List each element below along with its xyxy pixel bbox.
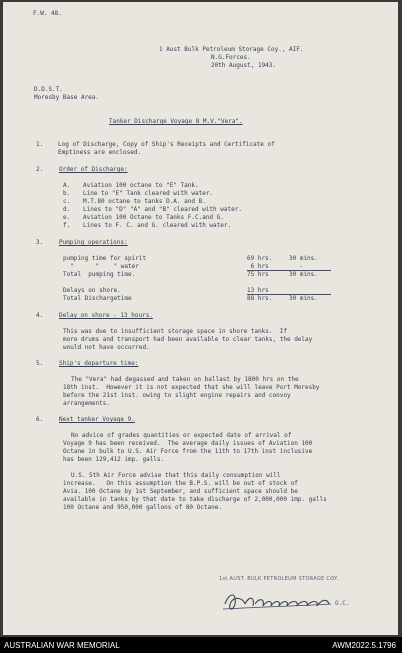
pumping-row-hours: 88 hrs. [247,295,273,302]
document-page [3,2,398,635]
section-6-heading: Next tanker Voyage 9. [59,416,135,423]
pumping-row-hours: 6 hrs [247,263,269,270]
pumping-row-minutes: - [299,263,303,270]
addressee-line-2: Moresby Base Area. [34,94,100,101]
pumping-row-label: pumping time for spirit [63,255,147,262]
section-5-line-4: arrangements. [63,400,110,407]
forces-heading: N.G.Forces. [211,54,251,61]
unit-stamp [219,576,389,635]
section-1-number: 1. [36,141,44,148]
pumping-row-hours: 69 hrs. [247,255,273,262]
discharge-item-text: M.T.80 octane to tanks D.A. and B. [83,198,206,205]
section-6-number: 6. [36,416,44,423]
section-5-line-1: The "Vera" had degassed and taken on ballast by 1800 hrs on the [71,376,299,383]
section-3-heading: Pumping operations: [59,239,128,246]
discharge-item-text: Aviation 100 octane to "E" Tank. [83,182,199,189]
signature [219,582,389,622]
section-6-paragraph-2-line: available in tanks by that date to take discharge of 2,000,000 imp. galls [63,496,327,503]
discharge-item-letter: A. [63,182,71,189]
pumping-row-label: Total Dischargetime [63,295,132,302]
pumping-row-hours: 13 hrs [247,287,269,294]
section-4-number: 4. [36,312,44,319]
stamp-suffix: O.C. [335,600,350,607]
document-title: Tanker Discharge Voyage 8 M.V."Vera". [109,118,243,125]
pumping-row-minutes: 30 mins. [289,295,318,302]
section-2-number: 2. [36,166,44,173]
discharge-item-letter: f. [63,222,71,229]
stamp-text: 1st AUST. BULK PETROLEUM STORAGE COY. [219,576,339,582]
unit-heading: 1 Aust Bulk Petroleum Storage Coy., AIF. [159,46,304,53]
section-6-paragraph-2-line: Avia. 100 Octane by 1st September, and sufficient space should be [63,488,298,495]
section-6-paragraph-2-line: increase. On this assumption the B.P.S. will be out of stock of [63,480,298,487]
section-1-line-2: Emptiness are enclosed. [58,149,142,156]
section-1-line-1: Log of Discharge, Copy of Ship's Receipts and Certificate of [58,141,275,148]
section-5-line-2: 18th inst. However it is not expected that she will leave Port Moresby [63,384,320,391]
addressee-line-1: D.D.S.T. [34,86,63,93]
pumping-row-minutes: 30 mins. [289,271,318,278]
pumping-row-minutes: 30 mins. [289,255,318,262]
section-5-line-3: before the 21st inst. owing to slight engine repairs and convoy [63,392,291,399]
letter-date: 20th August, 1943. [211,62,277,69]
pumping-row-label: Total pumping time. [63,271,136,278]
section-4-heading: Delay on shore - 13 hours. [59,312,153,319]
discharge-item-text: Line to "E" Tank cleared with water. [83,190,214,197]
discharge-item-text: Aviation 100 Octane to Tanks F.C.and G. [83,214,224,221]
section-5-heading: Ship's departure time: [59,360,139,367]
pumping-row-label: " " " water [63,263,139,270]
section-6-paragraph-1-line: No advice of grades quantities or expected date of arrival of [71,432,292,439]
file-reference: F.W. 48. [33,10,62,17]
discharge-item-letter: b. [63,190,71,197]
section-6-paragraph-1-line: has been 129,412 imp. galls. [63,456,165,463]
discharge-item-text: Lines to "D" "A" and "B" cleared with water. [83,206,242,213]
section-6-paragraph-2-line: U.S. 5th Air Force advise that this daily consumption will [71,472,281,479]
discharge-item-letter: e. [63,214,71,221]
discharge-item-letter: d. [63,206,71,213]
discharge-item-text: Lines to F. C. and G. cleared with water. [83,222,232,229]
section-2-heading: Order of Discharge: [59,166,128,173]
section-6-paragraph-1-line: Octane in bulk to U.S. Air Force from the 11th to 17th inst inclusive [63,448,313,455]
archive-reference: AWM2022.5.1796 [332,641,396,650]
section-5-number: 5. [36,360,44,367]
section-3-number: 3. [36,239,44,246]
section-6-paragraph-1-line: Voyage 9 has been received. The average daily issues of Aviation 100 [63,440,313,447]
pumping-row-label: Delays on shore. [63,287,121,294]
pumping-row-hours: 75 hrs [247,271,269,278]
section-4-line-3: would not have occurred. [63,344,150,351]
discharge-item-letter: c. [63,198,71,205]
archive-name: AUSTRALIAN WAR MEMORIAL [4,641,120,650]
archive-footer [0,637,402,653]
section-4-line-2: more drums and transport had been available to clear tanks, the delay [63,336,313,343]
section-4-line-1: This was due to insufficient storage space in shore tanks. If [63,328,287,335]
section-6-paragraph-2-line: 100 Octane and 950,000 gallons of 80 Octane. [63,504,222,511]
